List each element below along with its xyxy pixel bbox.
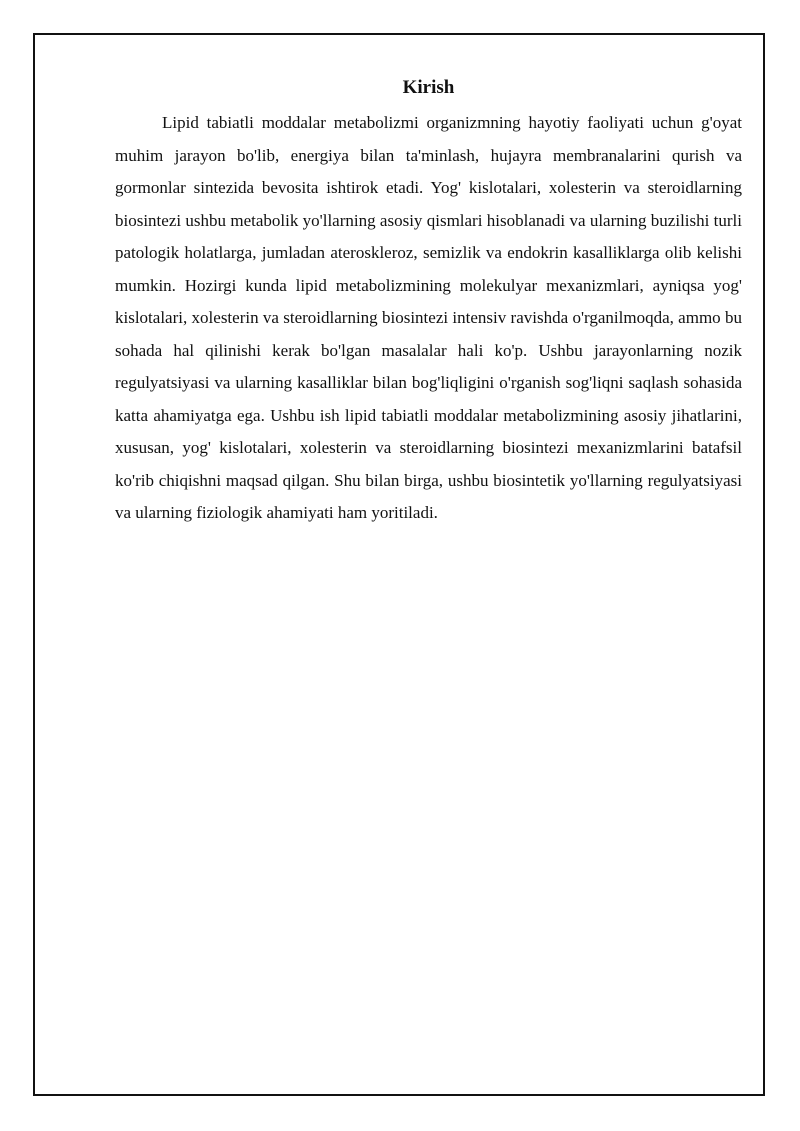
page-content bbox=[115, 75, 742, 530]
intro-paragraph: Lipid tabiatli moddalar metabolizmi organizmning hayotiy faoliyati uchun g'oyat muhim jarayon bo'lib, energiya bilan ta'minlash, hujayra membranalarini qurish va gormonlar sintezida bevosita ishtirok etadi. Yog' kislotalari, xolesterin va steroidlarning biosintezi ushbu metabolik yo'llarning asosiy qismlari hisoblanadi va ularning buzilishi turli patologik holatlarga, jumladan ateroskleroz, semizlik va endokrin kasalliklarga olib kelishi mumkin. Hozirgi kunda lipid metabolizmining molekulyar mexanizmlari, ayniqsa yog' kislotalari, xolesterin va steroidlarning biosintezi intensiv ravishda o'rganilmoqda, ammo bu sohada hal qilinishi kerak bo'lgan masalalar hali ko'p. Ushbu jarayonlarning nozik regulyatsiyasi va ularning kasalliklar bilan bog'liqligini o'rganish sog'liqni saqlash sohasida katta ahamiyatga ega. Ushbu ish lipid tabiatli moddalar metabolizmining asosiy jihatlarini, xususan, yog' kislotalari, xolesterin va steroidlarning biosintezi mexanizmlarini batafsil ko'rib chiqishni maqsad qilgan. Shu bilan birga, ushbu biosintetik yo'llarning regulyatsiyasi va ularning fiziologik ahamiyati ham yoritiladi. bbox=[115, 113, 742, 522]
page-title: Kirish bbox=[402, 77, 455, 98]
